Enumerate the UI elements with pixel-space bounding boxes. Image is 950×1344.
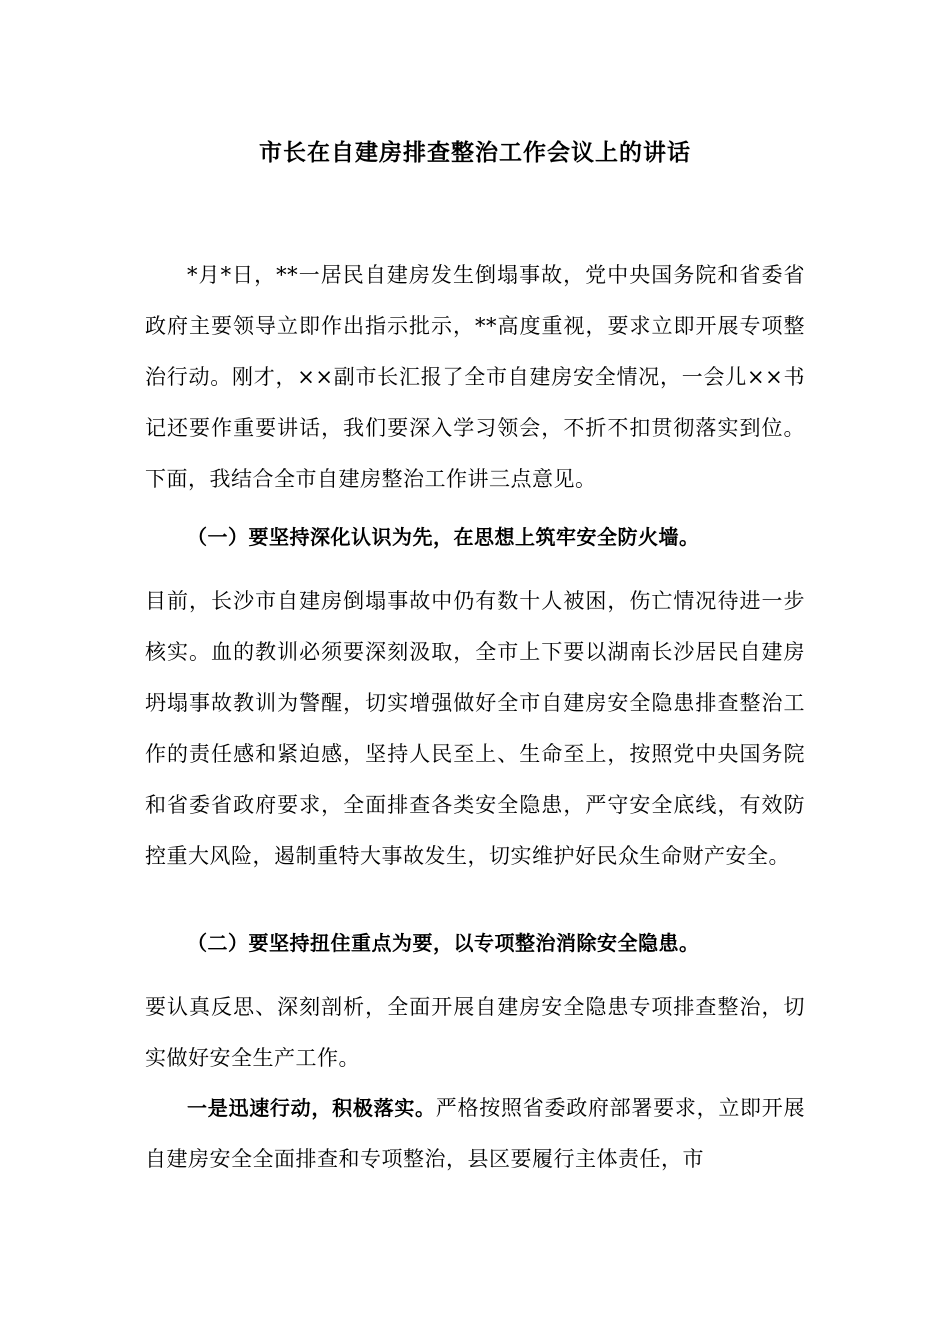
paragraph-intro: *月*日，**一居民自建房发生倒塌事故，党中央国务院和省委省政府主要领导立即作出指示批示，**高度重视，要求立即开展专项整治行动。刚才，××副市长汇报了全市自建房安全情况，一会儿××书记还要作重要讲话，我们要深入学习领会，不折不扣贯彻落实到位。下面，我结合全市自建房整治工作讲三点意见。 <box>145 263 805 491</box>
point-1-text: 严格按照省委政府部署要求，立即开展自建房安全全面排查和专项整治，县区要履行主体责任，市 <box>145 1096 806 1171</box>
document-title: 市长在自建房排查整治工作会议上的讲话 <box>259 140 691 166</box>
paragraph-point-1 <box>145 1083 805 1185</box>
point-1-lead: 一是迅速行动，积极落实。 <box>187 1096 436 1120</box>
section-heading-1: （一）要坚持深化认识为先，在思想上筑牢安全防火墙。 <box>187 525 700 549</box>
paragraph-section-2: 要认真反思、深刻剖析，全面开展自建房安全隐患专项排查整治，切实做好安全生产工作。 <box>145 995 805 1070</box>
paragraph-section-1: 目前，长沙市自建房倒塌事故中仍有数十人被困，伤亡情况待进一步核实。血的教训必须要深刻汲取，全市上下要以湖南长沙居民自建房坍塌事故教训为警醒，切实增强做好全市自建房安全隐患排查整治工作的责任感和紧迫感，坚持人民至上、生命至上，按照党中央国务院和省委省政府要求，全面排查各类安全隐患，严守安全底线，有效防控重大风险，遏制重特大事故发生，切实维护好民众生命财产安全。 <box>145 589 805 868</box>
section-heading-2: （二）要坚持扭住重点为要，以专项整治消除安全隐患。 <box>187 931 700 955</box>
